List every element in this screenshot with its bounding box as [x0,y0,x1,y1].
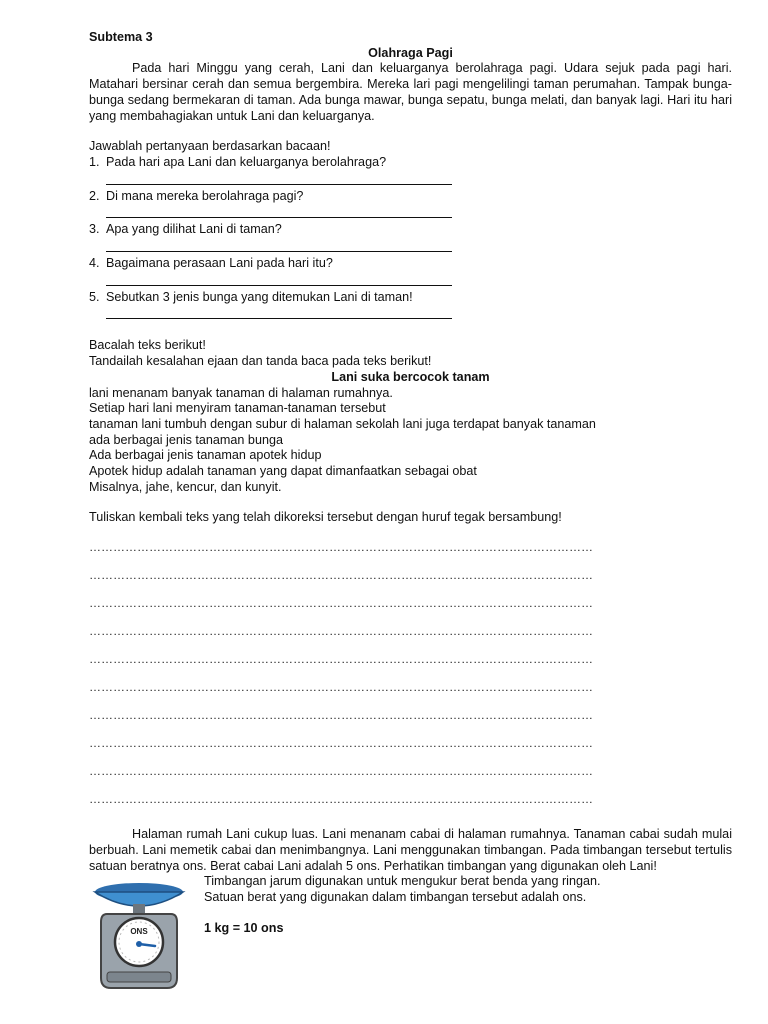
worksheet-page [89,30,732,994]
questions-instruction: Jawablah pertanyaan berdasarkan bacaan! [89,139,331,154]
dotted-writing-line[interactable]: ……………………………………………………………………………………………………………… [89,680,593,695]
reading2-paragraph: Halaman rumah Lani cukup luas. Lani menanam cabai di halaman rumahnya. Tanaman cabai sudah mulai berbuah. Lani memetik cabai dan menimbangnya. Lani menggunakan timbangan. Pada timbangan tersebut tertulis satuan beratnya ons. Berat cabai Lani adalah 5 ons. Perhatikan timbangan yang digunakan oleh Lani! [89,827,732,873]
question-number: 5. [89,289,100,304]
spacer [89,124,732,139]
correction-line: Misalnya, jahe, kencur, dan kunyit. [89,479,282,494]
question-text: Di mana mereka berolahraga pagi? [106,188,304,203]
scale-bowl [95,892,183,906]
scale-dial-label: ONS [130,927,148,937]
subtema-heading: Subtema 3 [89,30,153,44]
reading1-paragraph: Pada hari Minggu yang cerah, Lani dan keluarganya berolahraga pagi. Udara sejuk pada pagi hari. Matahari bersinar cerah dan semua bergembira. Mereka lari pagi mengelilingi taman perumahan. Tampak bunga-bunga sedang bermekaran di taman. Ada bunga mawar, bunga sepatu, bunga melati, dan banyak lagi. Hari itu hari yang membahagiakan untuk Lani dan keluarganya. [89,61,732,123]
correction-line: lani menanam banyak tanaman di halaman rumahnya. [89,385,393,400]
dotted-writing-line[interactable]: ……………………………………………………………………………………………………………… [89,596,593,611]
answer-line[interactable] [106,204,452,218]
answer-line[interactable] [106,238,452,252]
unit-conversion: 1 kg = 10 ons [204,920,284,935]
rewrite-instruction: Tuliskan kembali teks yang telah dikoreksi tersebut dengan huruf tegak bersambung! [89,510,562,525]
scale-note-2: Satuan berat yang digunakan dalam timbangan tersebut adalah ons. [204,889,587,904]
question-item [89,222,732,238]
correction-line: Setiap hari lani menyiram tanaman-tanaman tersebut [89,401,386,416]
correction-line: ada berbagai jenis tanaman bunga [89,432,283,447]
needle-scale-icon [89,880,189,992]
spacer [89,813,732,827]
scale-neck [133,904,145,914]
question-item [89,155,732,171]
correction-line: tanaman lani tumbuh dengan subur di halaman sekolah lani juga terdapat banyak tanaman [89,416,596,431]
scale-note-1: Timbangan jarum digunakan untuk mengukur berat benda yang ringan. [204,874,601,889]
answer-line[interactable] [106,272,452,286]
answer-line[interactable] [106,171,452,185]
answer-line[interactable] [106,305,452,319]
question-item [89,189,732,205]
correction-title: Lani suka bercocok tanam [331,369,490,384]
question-text: Sebutkan 3 jenis bunga yang ditemukan Lani di taman! [106,289,413,304]
question-number: 4. [89,256,100,271]
correction-instruction-1: Bacalah teks berikut! [89,338,206,353]
reading1-title: Olahraga Pagi [368,45,453,60]
question-text: Bagaimana perasaan Lani pada hari itu? [106,256,333,271]
question-item [89,290,732,306]
question-item [89,256,732,272]
question-text: Apa yang dilihat Lani di taman? [106,222,282,237]
dotted-writing-line[interactable]: ……………………………………………………………………………………………………………… [89,764,593,779]
scale-base [107,972,171,982]
spacer [89,323,732,338]
question-number: 1. [89,154,100,169]
correction-line: Apotek hidup adalah tanaman yang dapat dimanfaatkan sebagai obat [89,464,477,479]
dotted-writing-line[interactable]: ……………………………………………………………………………………………………………… [89,652,593,667]
dotted-writing-line[interactable]: ……………………………………………………………………………………………………………… [89,736,593,751]
scale-section [89,874,732,994]
dotted-writing-line[interactable]: ……………………………………………………………………………………………………………… [89,708,593,723]
question-number: 3. [89,222,100,237]
question-list [89,155,732,320]
scale-needle-pivot [136,941,142,947]
dotted-writing-line[interactable]: ……………………………………………………………………………………………………………… [89,568,593,583]
correction-instruction-2: Tandailah kesalahan ejaan dan tanda baca pada teks berikut! [89,354,432,369]
correction-line: Ada berbagai jenis tanaman apotek hidup [89,448,322,463]
scale-notes [204,874,601,936]
dotted-writing-line[interactable]: ……………………………………………………………………………………………………………… [89,540,593,555]
dotted-writing-line[interactable]: ……………………………………………………………………………………………………………… [89,624,593,639]
dotted-writing-line[interactable]: ……………………………………………………………………………………………………………… [89,792,593,807]
question-text: Pada hari apa Lani dan keluarganya berolahraga? [106,154,387,169]
spacer [89,495,732,510]
writing-area[interactable] [89,533,732,813]
question-number: 2. [89,188,100,203]
